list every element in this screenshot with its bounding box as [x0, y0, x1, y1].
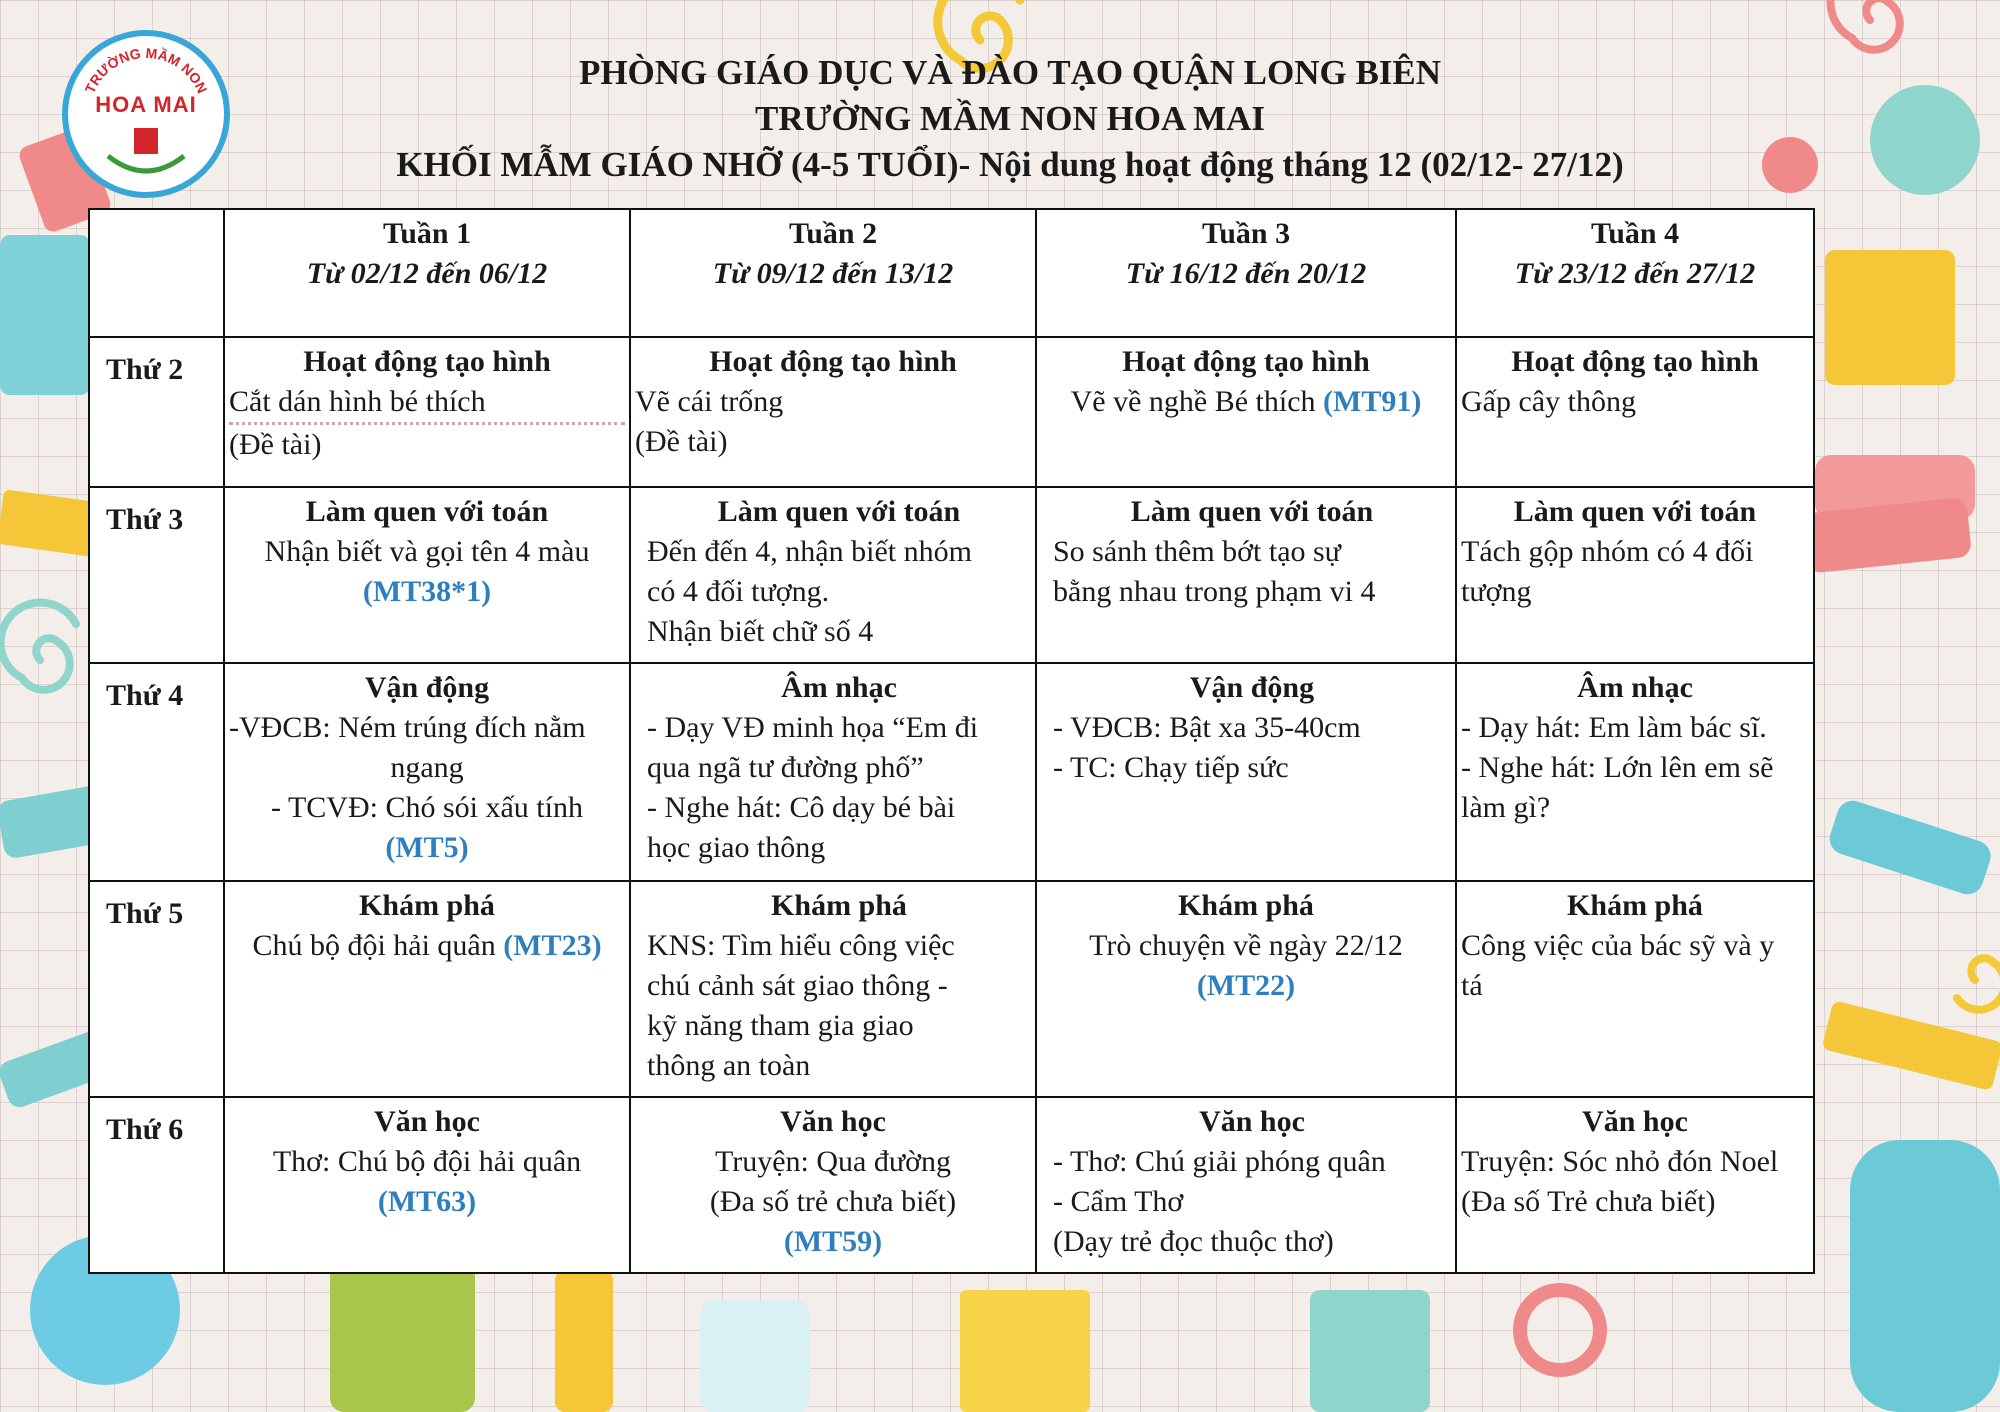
activity-cell: [1036, 881, 1456, 1097]
activity-cell: [1036, 337, 1456, 487]
day-row: [89, 1097, 1814, 1273]
activity-text: Gấp cây thông: [1461, 385, 1636, 418]
day-label: Thứ 3: [89, 487, 224, 663]
day-label: Thứ 4: [89, 663, 224, 881]
glue-bottle-icon: [700, 1300, 810, 1412]
subject-title: Khám phá: [1567, 889, 1703, 922]
activity-cell: [1036, 487, 1456, 663]
activity-text: Công việc của bác sỹ và y: [1461, 929, 1775, 962]
spiral-icon: [1, 603, 76, 690]
scissors-icon: [1520, 1290, 1600, 1370]
activity-text: - Nghe hát: Cô dạy bé bài: [647, 791, 956, 824]
week-range: Từ 23/12 đến 27/12: [1514, 257, 1756, 290]
activity-text: làm gì?: [1461, 791, 1551, 824]
activity-text: -VĐCB: Ném trúng đích nằm: [229, 711, 586, 744]
subject-title: Văn học: [1582, 1105, 1688, 1138]
activity-schedule-table: [88, 208, 1815, 1274]
page-header: [260, 50, 1760, 188]
week-header: Tuần 1 Từ 02/12 đến 06/12: [224, 209, 630, 337]
activity-text: (Dạy trẻ đọc thuộc thơ): [1053, 1225, 1334, 1258]
objective-code: (MT23): [503, 929, 602, 962]
activity-cell: [630, 337, 1036, 487]
activity-text: Vẽ cái trống: [635, 385, 784, 418]
activity-text: KNS: Tìm hiểu công việc: [647, 929, 955, 962]
activity-text: Tách gộp nhóm có 4 đối: [1461, 535, 1754, 568]
subject-title: Văn học: [1199, 1105, 1305, 1138]
subject-title: Văn học: [374, 1105, 480, 1138]
department-title: PHÒNG GIÁO DỤC VÀ ĐÀO TẠO QUẬN LONG BIÊN: [578, 53, 1442, 92]
activity-cell: [1036, 663, 1456, 881]
week-range: Từ 16/12 đến 20/12: [1125, 257, 1367, 290]
activity-text: - Thơ: Chú giải phóng quân: [1053, 1145, 1386, 1178]
subject-title: Làm quen với toán: [1130, 495, 1374, 528]
plan-title: KHỐI MẪM GIÁO NHỠ (4-5 TUỔI)- Nội dung hoạt động tháng 12 (02/12- 27/12): [396, 145, 1624, 184]
objective-code: (MT38*1): [362, 575, 492, 608]
activity-text: Nhận biết và gọi tên 4 màu: [264, 535, 590, 568]
activity-text: Nhận biết chữ số 4: [647, 615, 874, 648]
stapler-icon: [1826, 797, 1995, 899]
activity-text: bằng nhau trong phạm vi 4: [1053, 575, 1376, 608]
calculator-icon: [330, 1260, 475, 1412]
pencil-cup-icon: [1310, 1290, 1430, 1412]
objective-code: (MT91): [1323, 385, 1422, 418]
subject-title: Âm nhạc: [781, 671, 897, 704]
activity-cell: [1456, 1097, 1814, 1273]
activity-text: ngang: [390, 751, 464, 784]
activity-text: - Dạy hát: Em làm bác sĩ.: [1461, 711, 1767, 744]
activity-text: Đến đến 4, nhận biết nhóm: [647, 535, 972, 568]
subject-title: Làm quen với toán: [1513, 495, 1757, 528]
subject-title: Làm quen với toán: [717, 495, 961, 528]
activity-cell: [224, 1097, 630, 1273]
subject-title: Hoạt động tạo hình: [303, 345, 551, 378]
subject-title: Hoạt động tạo hình: [1511, 345, 1759, 378]
activity-text: - VĐCB: Bật xa 35-40cm: [1053, 711, 1361, 744]
corner-cell: [89, 209, 224, 337]
activity-text: Thơ: Chú bộ đội hải quân: [272, 1145, 582, 1178]
activity-text: (Đa số trẻ chưa biết): [709, 1185, 957, 1218]
subject-title: Vận động: [1189, 671, 1315, 704]
activity-text: Truyện: Qua đường: [714, 1145, 951, 1178]
activity-cell: [224, 663, 630, 881]
day-row: [89, 337, 1814, 487]
subject-title: Làm quen với toán: [305, 495, 549, 528]
pencil-icon: [1821, 1000, 2000, 1091]
activity-cell: [1456, 337, 1814, 487]
activity-cell: [630, 881, 1036, 1097]
subject-title: Khám phá: [359, 889, 495, 922]
subject-title: Vận động: [364, 671, 490, 704]
activity-text: Chú bộ đội hải quân: [252, 929, 496, 962]
objective-code: (MT59): [783, 1225, 883, 1258]
school-logo: [62, 30, 230, 198]
activity-text: - Dạy VĐ minh họa “Em đi: [647, 711, 979, 744]
activity-text: So sánh thêm bớt tạo sự: [1053, 535, 1341, 568]
activity-cell: [1456, 663, 1814, 881]
sticky-note-icon: [960, 1290, 1090, 1412]
week-header-row: [89, 209, 1814, 337]
activity-cell: [224, 881, 630, 1097]
book-icon: [0, 235, 90, 395]
subject-title: Hoạt động tạo hình: [1122, 345, 1370, 378]
activity-text: - Cẩm Thơ: [1053, 1185, 1184, 1218]
day-row: [89, 881, 1814, 1097]
day-row: [89, 663, 1814, 881]
day-label: Thứ 6: [89, 1097, 224, 1273]
activity-cell: [630, 1097, 1036, 1273]
week-header: Tuần 4 Từ 23/12 đến 27/12: [1456, 209, 1814, 337]
glue-icon: [555, 1270, 613, 1412]
week-range: Từ 02/12 đến 06/12: [306, 257, 548, 290]
logo-name: HOA MAI: [95, 92, 197, 117]
objective-code: (MT5): [385, 831, 469, 864]
set-square-icon: [1825, 250, 1955, 385]
activity-cell: [1036, 1097, 1456, 1273]
activity-text: Truyện: Sóc nhỏ đón Noel: [1461, 1145, 1779, 1178]
activity-text: Cắt dán hình bé thích: [229, 382, 625, 425]
activity-text: (Đề tài): [635, 425, 728, 458]
activity-cell: [630, 487, 1036, 663]
day-row: [89, 487, 1814, 663]
week-header: Tuần 3 Từ 16/12 đến 20/12: [1036, 209, 1456, 337]
activity-text: Vẽ về nghề Bé thích: [1070, 385, 1316, 418]
activity-text: tá: [1461, 969, 1483, 1002]
objective-code: (MT63): [377, 1185, 477, 1218]
activity-text: (Đa số Trẻ chưa biết): [1461, 1185, 1716, 1218]
subject-title: Văn học: [780, 1105, 886, 1138]
activity-text: qua ngã tư đường phố”: [647, 751, 924, 784]
subject-title: Khám phá: [1178, 889, 1314, 922]
activity-cell: [224, 337, 630, 487]
activity-cell: [630, 663, 1036, 881]
svg-text:TRƯỜNG MẦM NON: TRƯỜNG MẦM NON: [81, 44, 211, 96]
activity-text: học giao thông: [647, 831, 826, 864]
activity-text: kỹ năng tham gia giao: [647, 1009, 914, 1042]
pushpin-icon: [1762, 137, 1818, 193]
school-title: TRƯỜNG MẦM NON HOA MAI: [754, 99, 1266, 138]
activity-text: (Đề tài): [229, 428, 322, 461]
activity-text: - Nghe hát: Lớn lên em sẽ: [1461, 751, 1774, 784]
subject-title: Khám phá: [771, 889, 907, 922]
activity-text: thông an toàn: [647, 1049, 811, 1082]
spiral-icon: [1831, 0, 1906, 50]
day-label: Thứ 2: [89, 337, 224, 487]
activity-cell: [1456, 881, 1814, 1097]
activity-text: - TC: Chạy tiếp sức: [1053, 751, 1289, 784]
backpack-icon: [1850, 1140, 2000, 1412]
spiral-icon: [1957, 958, 2000, 1009]
activity-cell: [224, 487, 630, 663]
week-range: Từ 09/12 đến 13/12: [712, 257, 954, 290]
subject-title: Hoạt động tạo hình: [709, 345, 957, 378]
day-label: Thứ 5: [89, 881, 224, 1097]
activity-text: chú cảnh sát giao thông -: [647, 969, 948, 1002]
objective-code: (MT22): [1196, 969, 1296, 1002]
activity-text: có 4 đối tượng.: [647, 575, 830, 608]
activity-text: - TCVĐ: Chó sói xấu tính: [271, 791, 583, 824]
activity-cell: [1456, 487, 1814, 663]
subject-title: Âm nhạc: [1577, 671, 1693, 704]
activity-text: tượng: [1461, 575, 1532, 608]
activity-text: Trò chuyện về ngày 22/12: [1089, 929, 1403, 962]
week-header: Tuần 2 Từ 09/12 đến 13/12: [630, 209, 1036, 337]
tape-icon: [1870, 85, 1980, 195]
